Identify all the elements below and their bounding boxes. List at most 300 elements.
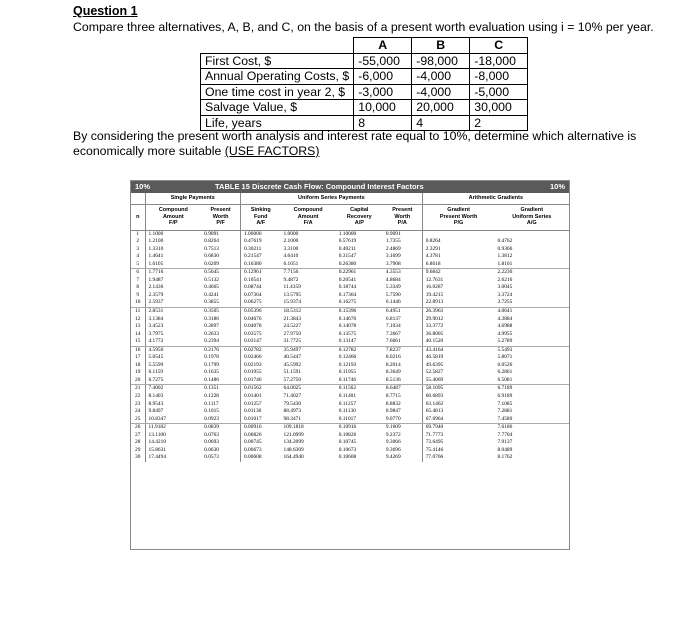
factor-cell: 9.4269 (383, 454, 422, 462)
factor-cell: 0.12193 (338, 361, 357, 368)
factor-cell: 0.03575 (244, 330, 262, 337)
factor-cell: 5.2789 (495, 338, 570, 346)
factor-row (131, 246, 569, 254)
factor-cell: 24.5227 (283, 323, 302, 330)
factor-cell: 0.11130 (338, 408, 356, 415)
factor-cell: 0.5645 (201, 269, 240, 277)
factor-period: 25 (131, 416, 145, 424)
alt-row (201, 69, 528, 85)
factor-cell: 0.2633 (201, 331, 240, 339)
factor-row (131, 377, 569, 385)
factor-cell: 0.13575 (338, 330, 357, 337)
group-blank (131, 193, 145, 204)
col-header-line: A/G (526, 220, 537, 227)
factor-cell: 4.5950 (148, 346, 164, 353)
alt-cell: 30,000 (470, 100, 528, 116)
factor-cell: 9.3066 (383, 439, 422, 447)
factor-period: 27 (131, 432, 145, 440)
factor-row (131, 323, 569, 331)
factor-cell: 63.1462 (425, 400, 444, 407)
factor-cell: 0.1799 (201, 362, 240, 370)
factor-cell: 21.3843 (283, 315, 302, 322)
factor-row (131, 401, 569, 409)
factor-period: 18 (131, 362, 145, 370)
col-header-fp (145, 204, 201, 230)
factor-period: 14 (131, 331, 145, 339)
col-header-ap (336, 204, 383, 230)
factor-cell: 6.5081 (495, 377, 570, 385)
alternatives-table (200, 37, 528, 131)
factor-row (131, 447, 569, 455)
factor-cell: 1.3310 (148, 245, 164, 252)
factor-cell: 0.00608 (244, 454, 262, 461)
factor-cell: 0.11955 (338, 369, 357, 376)
factor-cell: 0.4762 (497, 238, 513, 245)
factor-cell: 5.7590 (383, 292, 422, 300)
header-blank (201, 38, 354, 54)
factor-row (131, 292, 569, 300)
factor-cell: 60.6893 (425, 392, 444, 399)
alt-row (201, 100, 528, 116)
factor-cell: 13.5795 (283, 291, 302, 298)
factor-cell: 4.6410 (283, 253, 299, 260)
factor-cell: 0.0839 (201, 424, 240, 432)
factor-cell: 71.4027 (283, 392, 302, 399)
factor-cell: 6.9189 (497, 392, 513, 399)
factor-cell: 0.18744 (338, 284, 357, 291)
factor-row (131, 416, 569, 424)
col-header-line: Recovery (346, 213, 372, 220)
conclusion-text: By considering the present worth analysis and interest rate equal to 10%, determine which alternative is economically more suitable (73, 129, 637, 158)
alt-cell: 2 (470, 115, 528, 131)
factor-row (131, 253, 569, 261)
factor-cell: 18.5312 (283, 307, 302, 314)
col-header-line: Fund (254, 213, 268, 220)
factor-cell: 36.8005 (425, 330, 444, 337)
factor-row (131, 238, 569, 246)
factor-cell: 9.3696 (383, 447, 422, 455)
factor-cell: 3.7908 (383, 261, 422, 269)
alt-row-label: Annual Operating Costs, $ (201, 69, 354, 85)
factor-cell: 49.6395 (425, 361, 444, 368)
col-header-line: F/A (303, 220, 313, 227)
factor-cell: 79.5430 (283, 400, 302, 407)
factor-cell: 88.4973 (283, 408, 302, 415)
factor-period: 20 (131, 377, 145, 385)
alt-cell: -5,000 (470, 84, 528, 100)
factor-cell: 7.7156 (283, 269, 299, 276)
alt-header-c: C (470, 38, 528, 54)
factor-cell: 98.3471 (281, 416, 336, 424)
factor-cell: 121.0999 (283, 431, 304, 438)
col-header-line: Present (210, 207, 231, 214)
factor-cell: 134.2099 (283, 439, 304, 446)
factor-row (131, 338, 569, 346)
factor-cell: 3.0045 (497, 284, 513, 291)
factor-cell: 5.8071 (497, 354, 513, 361)
factor-cell: 15.9374 (281, 299, 336, 307)
alt-row-label: Salvage Value, $ (201, 100, 354, 116)
col-header-line: P/G (453, 220, 464, 227)
factor-cell: 33.3772 (425, 323, 444, 330)
factor-cell: 0.05396 (244, 307, 262, 314)
factor-cell: 0.57619 (338, 238, 357, 245)
factor-table (131, 193, 569, 462)
conclusion-emphasis: (USE FACTORS) (224, 144, 320, 158)
factor-cell: 0.06275 (241, 299, 281, 307)
factor-row (131, 277, 569, 285)
factor-cell: 3.3100 (283, 245, 299, 252)
factor-cell: 3.1699 (383, 253, 422, 261)
alt-cell: -4,000 (412, 84, 470, 100)
factor-period: 21 (131, 385, 145, 393)
factor-cell: 9.4872 (283, 276, 299, 283)
group-arithmetic-gradients: Arithmetic Gradients (422, 193, 569, 204)
factor-cell: 71.7773 (425, 431, 444, 438)
factor-row (131, 362, 569, 370)
question-text: Compare three alternatives, A, B, and C, on the basis of a present worth evaluation using i = 10% per year. (73, 20, 654, 34)
factor-cell: 2.8531 (148, 307, 164, 314)
alt-cell: -3,000 (354, 84, 412, 100)
factor-cell: 0.17364 (338, 291, 357, 298)
factor-cell: 0.03147 (241, 338, 281, 346)
factor-cell: 9.2372 (383, 432, 422, 440)
factor-row (131, 269, 569, 277)
factor-period: 29 (131, 447, 145, 455)
factor-cell: 0.10608 (338, 454, 357, 461)
factor-cell: 7.2881 (497, 408, 513, 415)
factor-period: 13 (131, 323, 145, 331)
factor-cell: 0.12782 (338, 346, 357, 353)
factor-cell: 0.11017 (336, 416, 383, 424)
factor-cell: 0.07364 (244, 291, 262, 298)
factor-cell: 12.7631 (425, 276, 444, 283)
factor-cell: 3.3724 (497, 291, 513, 298)
rate-left: 10% (135, 182, 151, 191)
factor-row (131, 393, 569, 401)
factor-row (131, 307, 569, 315)
factor-cell: 4.8684 (383, 277, 422, 285)
factor-cell: 0.00745 (244, 439, 262, 446)
factor-cell: 6.8137 (383, 316, 422, 324)
factor-cell: 0.0693 (201, 439, 240, 447)
factor-period: 17 (131, 354, 145, 362)
factor-cell: 8.8832 (383, 401, 422, 409)
col-header-line: A/P (354, 220, 364, 227)
factor-cell: 27.9750 (283, 330, 302, 337)
factor-cell: 45.5992 (283, 361, 302, 368)
factor-cell: 0.2394 (201, 338, 240, 346)
factor-cell: 2.2236 (497, 269, 513, 276)
factor-cell: 6.8618 (422, 261, 494, 269)
factor-cell: 1.6105 (145, 261, 201, 269)
factor-cell: 8.0216 (383, 354, 422, 362)
factor-cell: 0.12466 (338, 354, 357, 361)
factor-cell: 4.3884 (497, 315, 513, 322)
factor-cell: 11.4359 (283, 284, 301, 291)
factor-cell: 1.1000 (148, 230, 164, 237)
factor-row (131, 299, 569, 307)
factor-cell: 40.5447 (283, 354, 302, 361)
factor-cell: 51.1591 (283, 369, 302, 376)
factor-cell: 4.1772 (145, 338, 201, 346)
factor-cell: 0.1015 (201, 408, 240, 416)
factor-cell: 0.8264 (425, 238, 441, 245)
factor-cell: 0.2897 (201, 323, 240, 331)
factor-cell: 43.4164 (425, 346, 444, 353)
factor-cell: 1.7355 (383, 238, 422, 246)
factor-cell: 3.7255 (495, 299, 570, 307)
factor-cell: 0.1635 (201, 369, 240, 377)
factor-cell: 0.01562 (244, 385, 262, 392)
alt-cell: -55,000 (354, 53, 412, 69)
factor-cell: 8.7715 (383, 393, 422, 401)
factor-cell: 0.0763 (201, 432, 240, 440)
factor-period: 26 (131, 424, 145, 432)
factor-cell: 0.01130 (244, 408, 262, 415)
factor-cell: 0.00673 (244, 446, 262, 453)
factor-cell: 31.7725 (281, 338, 336, 346)
factor-cell: 0.1486 (201, 377, 240, 385)
factor-cell: 0.20541 (338, 276, 357, 283)
factor-cell: 0.1351 (201, 385, 240, 393)
factor-cell: 58.1095 (425, 385, 444, 392)
factor-cell: 0.47619 (244, 238, 262, 245)
factor-row (131, 354, 569, 362)
factor-cell: 69.7940 (425, 424, 444, 431)
factor-cell: 9.8497 (148, 408, 164, 415)
factor-period: 3 (131, 246, 145, 254)
factor-cell: 0.10826 (338, 431, 357, 438)
factor-cell: 0.10541 (244, 276, 262, 283)
col-header-pf (201, 204, 240, 230)
factor-cell: 0.0923 (201, 416, 240, 424)
factor-cell: 0.00916 (244, 424, 262, 431)
factor-cell: 57.2750 (281, 377, 336, 385)
factor-table-title: TABLE 15 Discrete Cash Flow: Compound Interest Factors (215, 182, 424, 191)
factor-row (131, 316, 569, 324)
factor-cell: 0.4241 (201, 292, 240, 300)
factor-cell: 164.4940 (283, 454, 304, 461)
factor-cell: 5.3349 (383, 284, 422, 292)
col-header-pg (422, 204, 494, 230)
factor-cell: 7.9137 (497, 439, 513, 446)
factor-cell: 0.15396 (338, 307, 357, 314)
factor-cell: 0.9091 (383, 230, 422, 238)
factor-cell: 1.9487 (148, 276, 164, 283)
factor-cell: 8.3649 (383, 369, 422, 377)
factor-row (131, 439, 569, 447)
factor-cell: 7.4580 (495, 416, 570, 424)
factor-cell: 109.1818 (283, 424, 304, 431)
col-header-ag (495, 204, 570, 230)
factor-cell: 13.1100 (148, 431, 166, 438)
factor-cell: 6.4951 (383, 307, 422, 315)
col-header-line: Amount (297, 213, 319, 220)
factor-row (131, 424, 569, 432)
factor-period: 4 (131, 253, 145, 261)
factor-cell: 15.8631 (148, 446, 167, 453)
col-header-line: P/A (397, 220, 407, 227)
factor-cell: 0.10745 (338, 439, 357, 446)
factor-cell: 2.3579 (148, 291, 164, 298)
factor-cell: 0.5132 (201, 277, 240, 285)
factor-cell: 16.0287 (425, 284, 444, 291)
col-header-n: n (131, 204, 145, 230)
factor-cell: 29.9012 (425, 315, 444, 322)
factor-cell: 0.9091 (201, 230, 240, 238)
factor-cell: 0.00826 (244, 431, 262, 438)
factor-cell: 40.1520 (422, 338, 494, 346)
factor-cell: 148.6309 (283, 446, 304, 453)
factor-row (131, 346, 569, 354)
factor-cell: 5.5493 (497, 346, 513, 353)
col-header-line: Compound (293, 207, 323, 214)
factor-cell: 6.0526 (497, 361, 513, 368)
factor-period: 10 (131, 299, 145, 307)
factor-cell: 0.9366 (497, 245, 513, 252)
factor-cell: 35.9497 (283, 346, 302, 353)
factor-cell: 0.30211 (244, 245, 262, 252)
factor-cell: 0.11746 (336, 377, 383, 385)
col-header-line: Amount (162, 213, 184, 220)
factor-period: 16 (131, 346, 145, 354)
factor-cell: 77.0766 (425, 454, 444, 461)
factor-cell: 1.00000 (244, 230, 262, 237)
factor-cell: 6.1051 (281, 261, 336, 269)
factor-cell: 0.01257 (244, 400, 262, 407)
alt-cell: -18,000 (470, 53, 528, 69)
factor-cell: 0.11562 (338, 385, 357, 392)
factor-cell: 0.26380 (336, 261, 383, 269)
col-header-line: P/F (216, 220, 225, 227)
factor-cell: 1.7716 (148, 269, 164, 276)
conclusion-paragraph (73, 129, 693, 159)
factor-cell: 8.0489 (497, 446, 513, 453)
factor-row (131, 385, 569, 393)
col-header-line: Worth (394, 213, 411, 220)
alt-header-b: B (412, 38, 470, 54)
factor-cell: 7.4002 (148, 385, 164, 392)
factor-cell: 0.01955 (244, 369, 262, 376)
alt-cell: 20,000 (412, 100, 470, 116)
factor-cell: 9.6842 (425, 269, 441, 276)
factor-cell: 6.7275 (145, 377, 201, 385)
factor-cell: 22.8913 (422, 299, 494, 307)
factor-cell: 4.9955 (497, 330, 513, 337)
factor-cell: 0.1117 (201, 401, 240, 409)
factor-cell: 8.9543 (148, 400, 164, 407)
alt-cell: -8,000 (470, 69, 528, 85)
factor-cell: 2.1436 (148, 284, 164, 291)
factor-row (131, 331, 569, 339)
factor-period: 23 (131, 401, 145, 409)
factor-cell: 0.14078 (338, 323, 357, 330)
factor-period: 5 (131, 261, 145, 269)
factor-cell: 0.4665 (201, 284, 240, 292)
alt-header-a: A (354, 38, 412, 54)
factor-period: 9 (131, 292, 145, 300)
interest-factor-table-image (130, 180, 570, 550)
factor-cell: 75.4146 (425, 446, 444, 453)
alt-cell: 8 (354, 115, 412, 131)
factor-cell: 2.3291 (425, 245, 441, 252)
factor-cell: 6.7189 (497, 385, 513, 392)
factor-cell: 19.4215 (425, 291, 444, 298)
factor-cell: 2.4869 (383, 246, 422, 254)
col-header-pa (383, 204, 422, 230)
rate-right: 10% (549, 182, 565, 191)
factor-cell: 26.3963 (425, 307, 444, 314)
factor-cell: 0.1978 (201, 354, 240, 362)
factor-cell: 0.3505 (201, 307, 240, 315)
factor-cell: 0.7513 (201, 246, 240, 254)
factor-cell: 4.3553 (383, 269, 422, 277)
factor-cell: 7.1034 (383, 323, 422, 331)
factor-cell: 0.04676 (244, 315, 262, 322)
alt-cell: -6,000 (354, 69, 412, 85)
col-header-line: Present Worth (439, 213, 478, 220)
factor-cell: 0.6830 (201, 253, 240, 261)
factor-row (131, 284, 569, 292)
factor-cell: 0.3855 (201, 299, 240, 307)
factor-cell: 6.1159 (148, 369, 164, 376)
alt-cell: 4 (412, 115, 470, 131)
alt-row (201, 84, 528, 100)
factor-period: 22 (131, 393, 145, 401)
factor-cell: 1.0000 (283, 230, 299, 237)
factor-cell: 0.40211 (338, 245, 357, 252)
col-header-fa (281, 204, 336, 230)
factor-cell: 11.9182 (148, 424, 166, 431)
factor-cell: 0.08744 (244, 284, 262, 291)
factor-period: 11 (131, 307, 145, 315)
alt-cell: 10,000 (354, 100, 412, 116)
factor-cell: 7.6186 (497, 424, 513, 431)
col-header-line: Gradient (520, 207, 544, 214)
factor-cell (422, 230, 494, 238)
factor-cell: 0.01746 (241, 377, 281, 385)
factor-cell: 4.3781 (425, 253, 441, 260)
factor-cell: 0.0630 (201, 447, 240, 455)
factor-cell: 0.10916 (338, 424, 357, 431)
factor-cell: 6.1446 (383, 299, 422, 307)
factor-row (131, 369, 569, 377)
factor-period: 19 (131, 369, 145, 377)
factor-cell: 7.6061 (383, 338, 422, 346)
factor-cell: 8.1762 (497, 454, 513, 461)
col-header-line: Uniform Series (512, 213, 552, 220)
factor-cell: 0.16275 (336, 299, 383, 307)
col-header-line: Present (392, 207, 413, 214)
factor-cell: 0.22961 (338, 269, 357, 276)
col-header-line: A/F (256, 220, 266, 227)
alt-cell: -98,000 (412, 53, 470, 69)
factor-cell: 5.0545 (148, 354, 164, 361)
factor-row (131, 432, 569, 440)
factor-cell: 64.0025 (283, 385, 302, 392)
factor-cell: 0.12961 (244, 269, 262, 276)
factor-cell: 8.5136 (383, 377, 422, 385)
factor-period: 6 (131, 269, 145, 277)
factor-row (131, 408, 569, 416)
factor-cell: 0.04078 (244, 323, 262, 330)
factor-cell: 0.16380 (241, 261, 281, 269)
factor-cell: 52.5827 (425, 369, 444, 376)
alt-row-label: Life, years (201, 115, 354, 131)
factor-cell: 0.01017 (241, 416, 281, 424)
group-uniform-series: Uniform Series Payments (241, 193, 423, 204)
